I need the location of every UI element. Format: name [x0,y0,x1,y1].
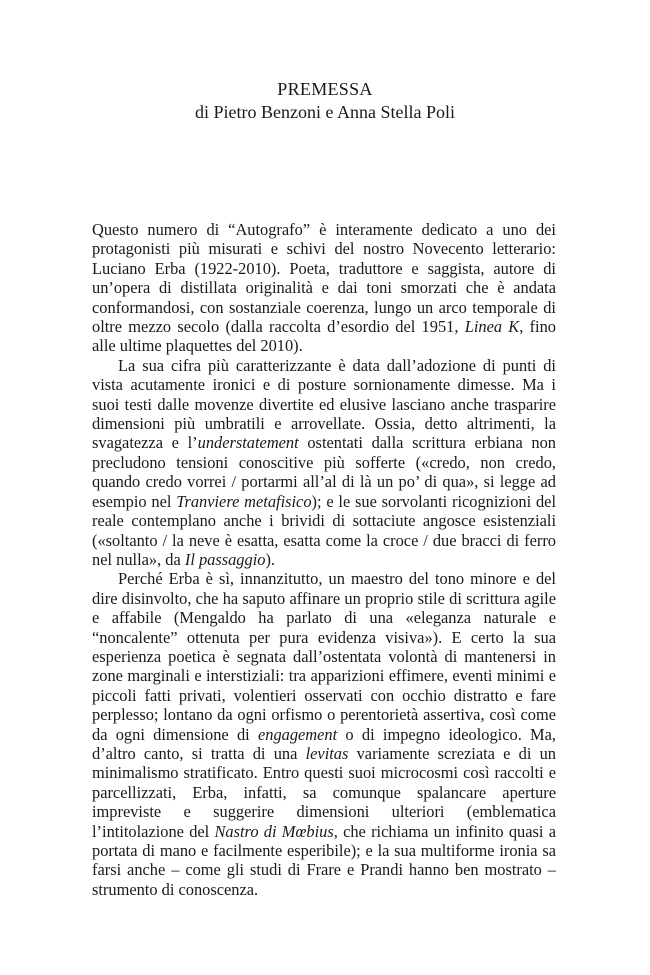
heading [0,78,650,123]
authors-line: di Pietro Benzoni e Anna Stella Poli [195,102,455,122]
section-title: PREMESSA [277,79,373,99]
italic-text: levitas [305,743,349,763]
text-run: ); e le sue sorvolanti ricognizioni del reale contemplano anche i brividi di sottaciute angosce esistenziali («soltanto / la neve è esatta, esatta come la croce / due bracci di ferro nel nulla», da [92,491,556,569]
text-run: Perché Erba è sì, innanzitutto, un maestro del tono minore e del dire disinvolto, che ha saputo affinare un proprio stile di scrittura agile e affabile (Mengaldo ha parlato di una «eleganza naturale e “noncalente” ottenuta per pura evidenza visiva»). E certo la sua esperienza poetica è segnata dall’ostentata volontà di mantenersi in zone marginali e interstiziali: tra apparizioni effimere, eventi minimi e piccoli fatti privati, volentieri osservati con occhio distratto e fare perplesso; lontano da ogni orfismo o perentorietà assertiva, così come da ogni dimensione di [92,569,556,744]
italic-text: Il passaggio [184,549,266,569]
text-run: Questo numero di “Autografo” è interamente dedicato a uno dei protagonisti più misurati e schivi del nostro Novecento letterario: Luciano Erba (1922-2010). Poeta, traduttore e saggista, autore di un’opera di distillata originalità e dai toni smorzati che è andata conformandosi, con sostanziale coerenza, lungo un arco temporale di oltre mezzo secolo (dalla raccolta d’esordio del 1951, [92,220,556,337]
paragraph-3 [92,569,556,899]
paragraph-1 [92,220,556,356]
text-run: , che richiama un infinito quasi a portata di mano e facilmente esperibile); e la sua multiforme ironia sa farsi anche – come gli studi di Frare e Prandi hanno ben mostrato – strumento di conoscenza. [92,821,556,899]
text-run: o di impegno ideologico. Ma, d’altro canto, si tratta di una [92,724,556,763]
italic-text: Linea K [464,317,520,337]
text-run: ). [265,549,276,569]
paragraph-2 [92,356,556,569]
italic-text: Nastro di Mœbius [214,821,334,841]
text-run: variamente screziata e di un minimalismo stratificato. Entro questi suoi microcosmi così raccolti e parcellizzati, Erba, infatti, sa comunque spalancare aperture impreviste e suggerire dimensioni ulteriori (emblematica l’intitolazione del [92,743,557,841]
italic-text: understatement [197,433,299,453]
italic-text: Tranviere metafisico [176,491,312,511]
text-run: La sua cifra più caratterizzante è data dall’adozione di punti di vista acutamente ironici e di posture sornionamente dimesse. Ma i suoi testi dalle movenze divertite ed elusive lasciano anche trasparire dimensioni più umbratili e arrovellate. Ossia, detto altrimenti, la svagatezza e l’ [92,355,556,453]
italic-text: engagement [257,724,338,744]
text-run: ostentati dalla scrittura erbiana non precludono tensioni conoscitive più sofferte («credo, non credo, quando credo vorrei / portarmi all’al di là un po’ di qua», si legge ad esempio nel [92,433,556,511]
text-run: , fino alle ultime plaquettes del 2010). [92,317,556,356]
body-text [92,220,556,899]
